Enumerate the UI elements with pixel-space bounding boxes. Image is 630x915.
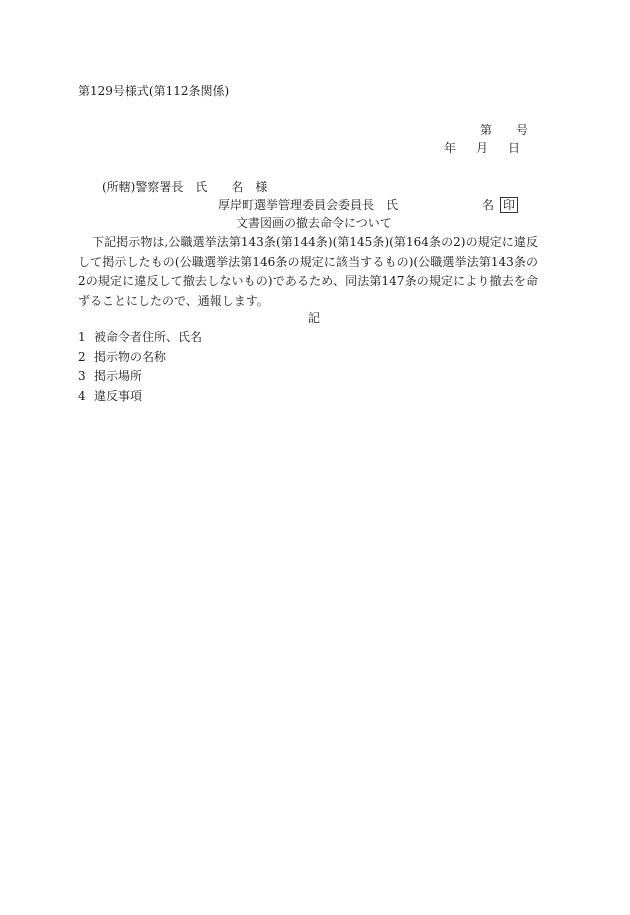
form-title: 第129号様式(第112条関係) <box>78 84 230 98</box>
date-month: 月 <box>476 141 489 155</box>
number-go: 号 <box>516 123 529 137</box>
item-label: 違反事項 <box>94 388 143 403</box>
sender-shi: 氏 <box>386 198 399 212</box>
item-number: 1 <box>78 330 86 344</box>
document-number <box>480 121 528 140</box>
list-item <box>78 387 202 407</box>
sender-title: 厚岸町選挙管理委員会委員長 <box>218 198 375 212</box>
item-number: 2 <box>78 349 86 364</box>
recipient-mei: 名 <box>231 180 244 194</box>
list-item <box>78 328 202 348</box>
item-number: 4 <box>78 388 86 403</box>
subject-line: 文書図画の撤去命令について <box>236 216 392 230</box>
seal-mark: 印 <box>500 197 518 213</box>
recipient-honorific: 様 <box>255 180 268 194</box>
number-dai: 第 <box>480 123 493 137</box>
body-paragraph: 下記掲示物は,公職選挙法第143条(第144条)(第145条)(第164条の2)の規定に違反して掲示したもの(公職選挙法第146条の規定に該当するもの)(公職選挙法第143条の2の規定に違反して撤去しないもの)であるため、同法第147条の規定により撤去を命ずることにしたので、通報します。 <box>78 235 538 308</box>
item-label: 掲示場所 <box>94 369 143 383</box>
recipient-shi: 氏 <box>195 180 208 194</box>
recipient-line <box>102 178 267 197</box>
document-date <box>444 139 520 158</box>
sender-line <box>218 196 518 215</box>
date-year: 年 <box>444 141 457 155</box>
recipient-org: (所轄)警察署長 <box>102 180 184 194</box>
list-item <box>78 367 202 387</box>
date-day: 日 <box>508 141 521 155</box>
sender-mei: 名 <box>482 198 495 212</box>
item-label: 掲示物の名称 <box>94 349 167 364</box>
item-label: 被命令者住所、氏名 <box>94 330 203 344</box>
item-list <box>78 328 202 406</box>
ki-heading: 記 <box>308 311 321 325</box>
item-number: 3 <box>78 369 86 383</box>
list-item <box>78 348 202 368</box>
